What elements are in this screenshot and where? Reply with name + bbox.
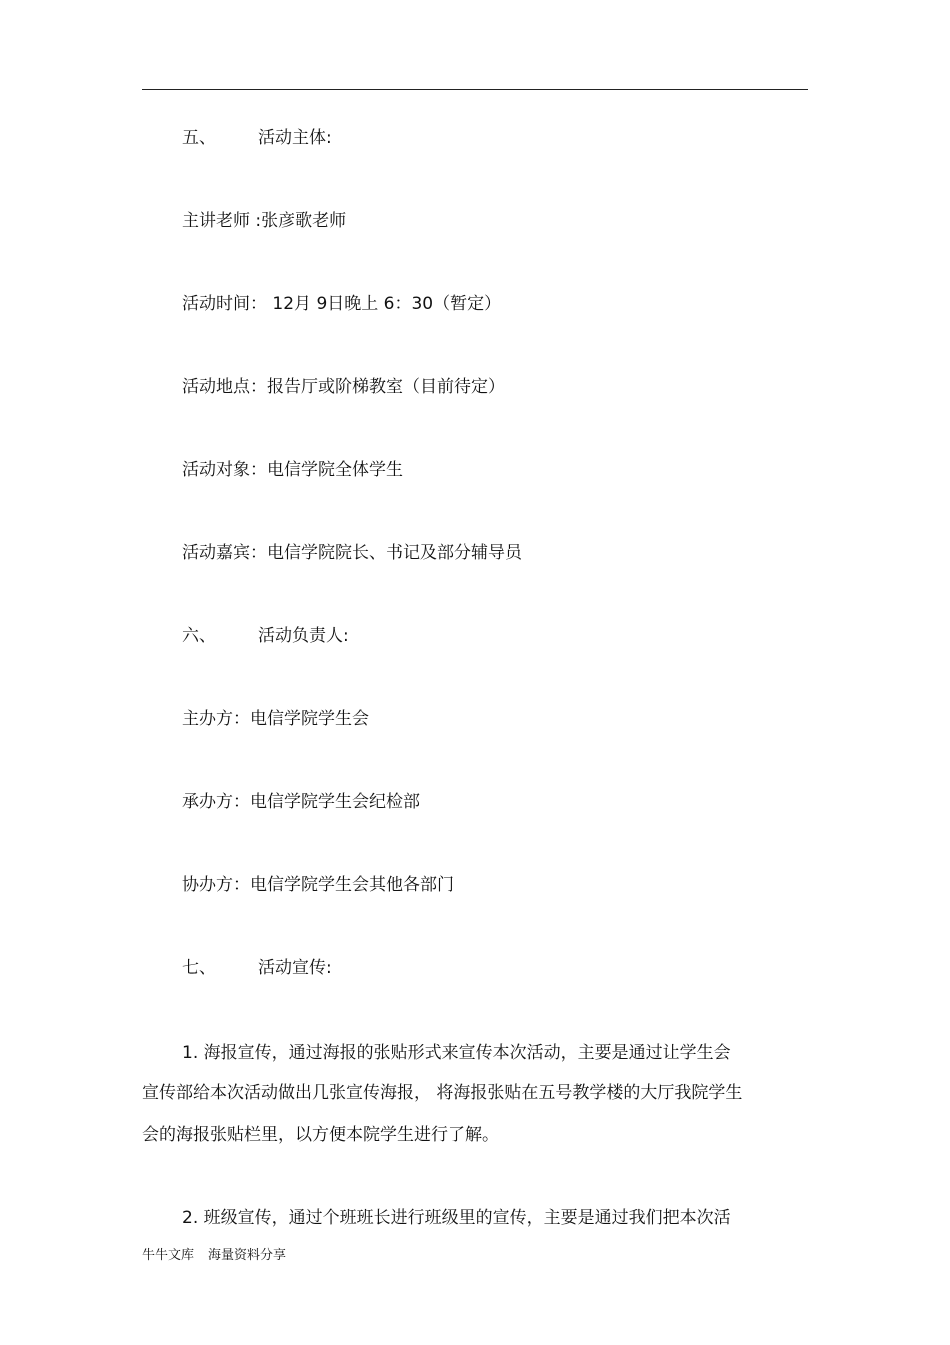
location-line: 活动地点：报告厅或阶梯教室（目前待定） — [182, 377, 505, 397]
header-rule — [142, 89, 808, 90]
section-5-number: 五、 — [182, 128, 216, 148]
para-1-line-1: 1. 海报宣传，通过海报的张贴形式来宣传本次活动，主要是通过让学生会 — [182, 1043, 731, 1063]
section-6-title: 活动负责人: — [258, 626, 349, 646]
section-6-number: 六、 — [182, 626, 216, 646]
speaker-line: 主讲老师 :张彦歌老师 — [182, 211, 347, 231]
para-1-line-3: 会的海报张贴栏里，以方便本院学生进行了解。 — [142, 1125, 499, 1145]
organizer-line: 主办方：电信学院学生会 — [182, 709, 369, 729]
undertaker-line: 承办方：电信学院学生会纪检部 — [182, 792, 420, 812]
co-organizer-line: 协办方：电信学院学生会其他各部门 — [182, 875, 454, 895]
time-line: 活动时间： 12月 9日晚上 6：30（暂定） — [182, 294, 502, 314]
page-footer — [142, 1248, 286, 1264]
section-7-number: 七、 — [182, 958, 216, 978]
para-1-line-2: 宣传部给本次活动做出几张宣传海报， 将海报张贴在五号教学楼的大厅我院学生 — [142, 1083, 743, 1103]
guests-line: 活动嘉宾：电信学院院长、书记及部分辅导员 — [182, 543, 522, 563]
section-7-title: 活动宣传: — [258, 958, 332, 978]
section-5-title: 活动主体: — [258, 128, 332, 148]
para-2-line-1: 2. 班级宣传，通过个班班长进行班级里的宣传，主要是通过我们把本次活 — [182, 1208, 731, 1228]
footer-brand: 牛牛文库 — [142, 1248, 195, 1263]
footer-slogan: 海量资料分享 — [208, 1248, 287, 1263]
audience-line: 活动对象：电信学院全体学生 — [182, 460, 403, 480]
